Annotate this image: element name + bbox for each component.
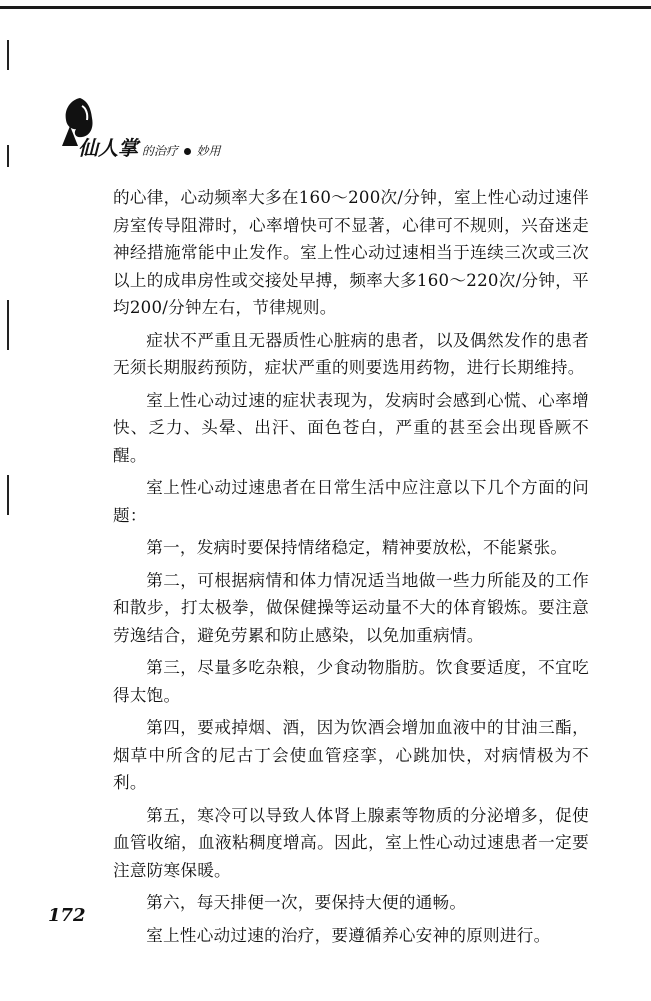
- paragraph: 室上性心动过速患者在日常生活中应注意以下几个方面的问题：: [113, 478, 589, 525]
- page-number: 172: [48, 905, 86, 926]
- paragraph: 第三，尽量多吃杂粮，少食动物脂肪。饮食要适度，不宜吃得太饱。: [113, 658, 589, 705]
- margin-mark: [7, 300, 9, 350]
- top-rule: [0, 6, 651, 9]
- margin-mark: [7, 145, 9, 167]
- paragraph: 室上性心动过速的治疗，要遵循养心安神的原则进行。: [146, 925, 551, 945]
- margin-mark: [7, 40, 9, 70]
- paragraph: 第一，发病时要保持情绪稳定，精神要放松，不能紧张。: [146, 538, 568, 557]
- paragraph: 症状不严重且无器质性心脏病的患者，以及偶然发作的患者无须长期服药预防，症状严重的则要选用药物，进行长期维持。: [113, 330, 589, 377]
- header-subtitle2: 妙用: [196, 144, 221, 158]
- running-header: [78, 132, 221, 161]
- body-text: [113, 184, 589, 954]
- margin-mark: [7, 475, 9, 515]
- paragraph: 室上性心动过速的症状表现为，发病时会感到心慌、心率增快、乏力、头晕、出汗、面色苍白，严重的甚至会出现昏厥不醒。: [113, 390, 589, 465]
- dot-icon: [184, 148, 191, 155]
- book-title: 仙人掌: [78, 136, 138, 160]
- header-subtitle: 的治疗: [141, 144, 178, 158]
- paragraph: 第四，要戒掉烟、酒，因为饮酒会增加血液中的甘油三酯，烟草中所含的尼古丁会使血管痉挛，心跳加快，对病情极为不利。: [113, 718, 589, 792]
- paragraph: 第五，寒冷可以导致人体肾上腺素等物质的分泌增多，促使血管收缩，血液粘稠度增高。因此，室上性心动过速患者一定要注意防寒保暖。: [113, 805, 589, 880]
- paragraph: 的心律，心动频率大多在160～200次/分钟，室上性心动过速伴房室传导阻滞时，心率增快可不显著，心律可不规则，兴奋迷走神经措施常能中止发作。室上性心动过速相当于连续三次或三次以上的成串房性或交接处早搏，频率大多160～220次/分钟，平均200/分钟左右，节律规则。: [113, 188, 589, 317]
- paragraph: 第六，每天排便一次，要保持大便的通畅。: [146, 893, 467, 912]
- paragraph: 第二，可根据病情和体力情况适当地做一些力所能及的工作和散步，打太极拳，做保健操等运动量不大的体育锻炼。要注意劳逸结合，避免劳累和防止感染，以免加重病情。: [113, 570, 589, 645]
